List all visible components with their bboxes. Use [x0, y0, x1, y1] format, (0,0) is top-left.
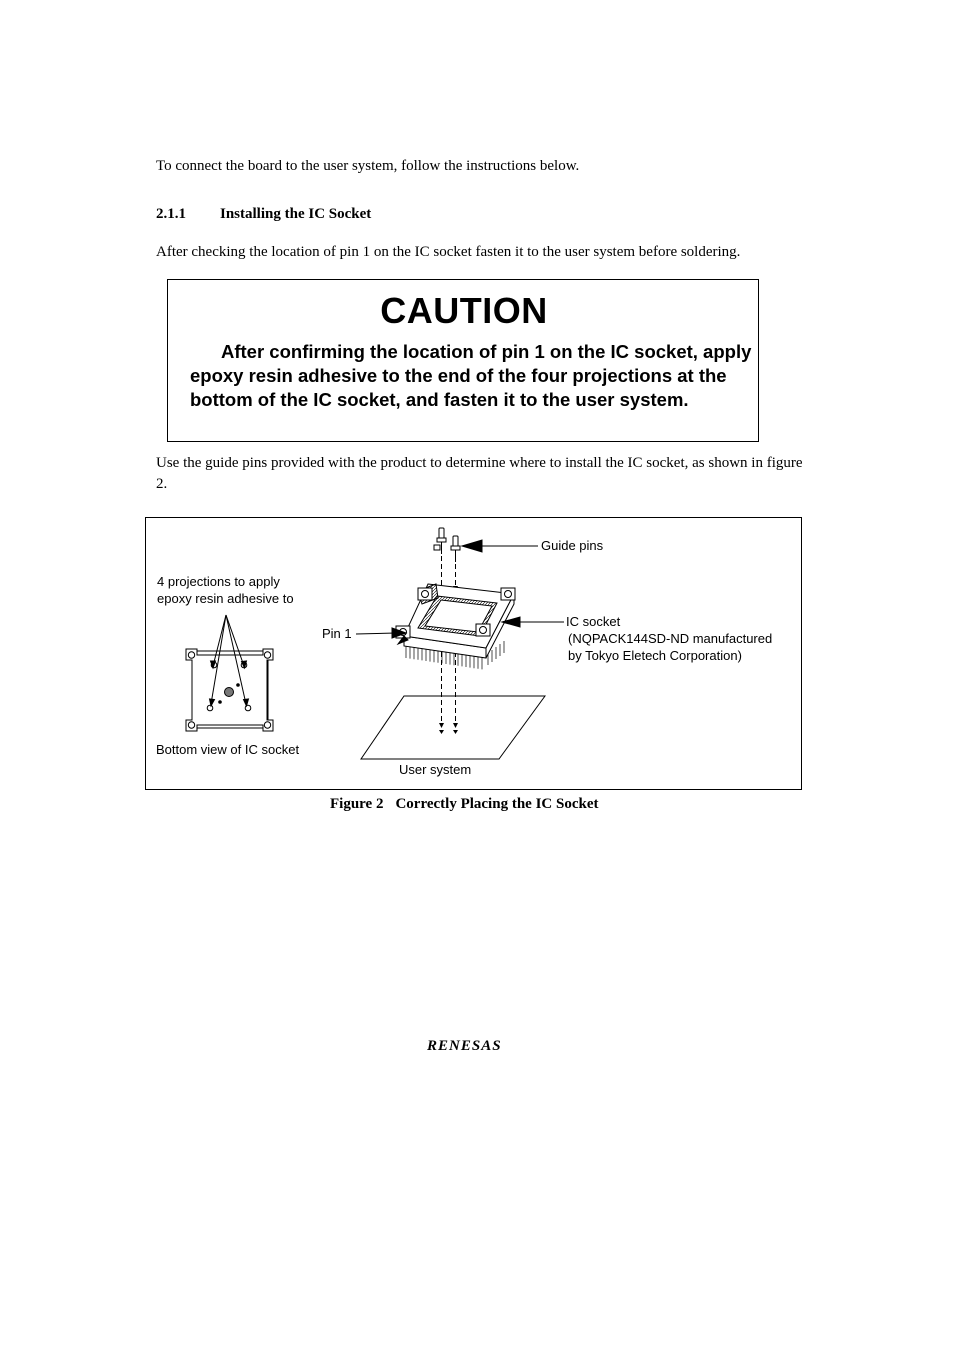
label-ic-socket — [566, 613, 798, 664]
paragraph-pin1-check: After checking the location of pin 1 on the IC socket fasten it to the user system before soldering. — [156, 244, 741, 260]
label-pin1: Pin 1 — [322, 626, 352, 641]
label-projections-line2: epoxy resin adhesive to — [157, 591, 294, 606]
caution-title: CAUTION — [380, 290, 548, 331]
section-title: Installing the IC Socket — [220, 206, 372, 222]
caution-box — [167, 279, 759, 442]
renesas-logo: RENESAS — [427, 1038, 502, 1054]
figure-caption-number: Figure 2 — [330, 796, 384, 812]
label-projections-line1: 4 projections to apply — [157, 574, 280, 589]
label-user-system: User system — [399, 762, 472, 777]
paragraph-guide-pins: Use the guide pins provided with the product to determine where to install the IC socket, as shown in figure 2. — [156, 455, 803, 492]
label-bottom-view: Bottom view of IC socket — [156, 742, 300, 757]
intro-text: To connect the board to the user system, follow the instructions below. — [156, 158, 580, 174]
label-ic-socket-line3: by Tokyo Eletech Corporation) — [568, 648, 742, 663]
figure-caption — [330, 796, 598, 813]
label-ic-socket-line1: IC socket — [566, 614, 621, 629]
user-system-board — [361, 696, 545, 759]
figure-caption-title: Correctly Placing the IC Socket — [395, 796, 599, 812]
ic-socket-diagram — [146, 518, 803, 791]
label-guide-pins: Guide pins — [541, 538, 604, 553]
caution-body: After confirming the location of pin 1 on the IC socket, apply epoxy resin adhesive to the end of the four projections at the bottom of the IC socket, and fasten it to the user system. — [190, 341, 752, 410]
figure-frame — [145, 517, 802, 790]
label-projections — [157, 573, 347, 607]
section-number: 2.1.1 — [156, 206, 186, 222]
label-ic-socket-line2: (NQPACK144SD-ND manufactured — [568, 631, 773, 646]
bottom-view-socket — [186, 649, 273, 731]
guide-pins — [434, 528, 460, 562]
